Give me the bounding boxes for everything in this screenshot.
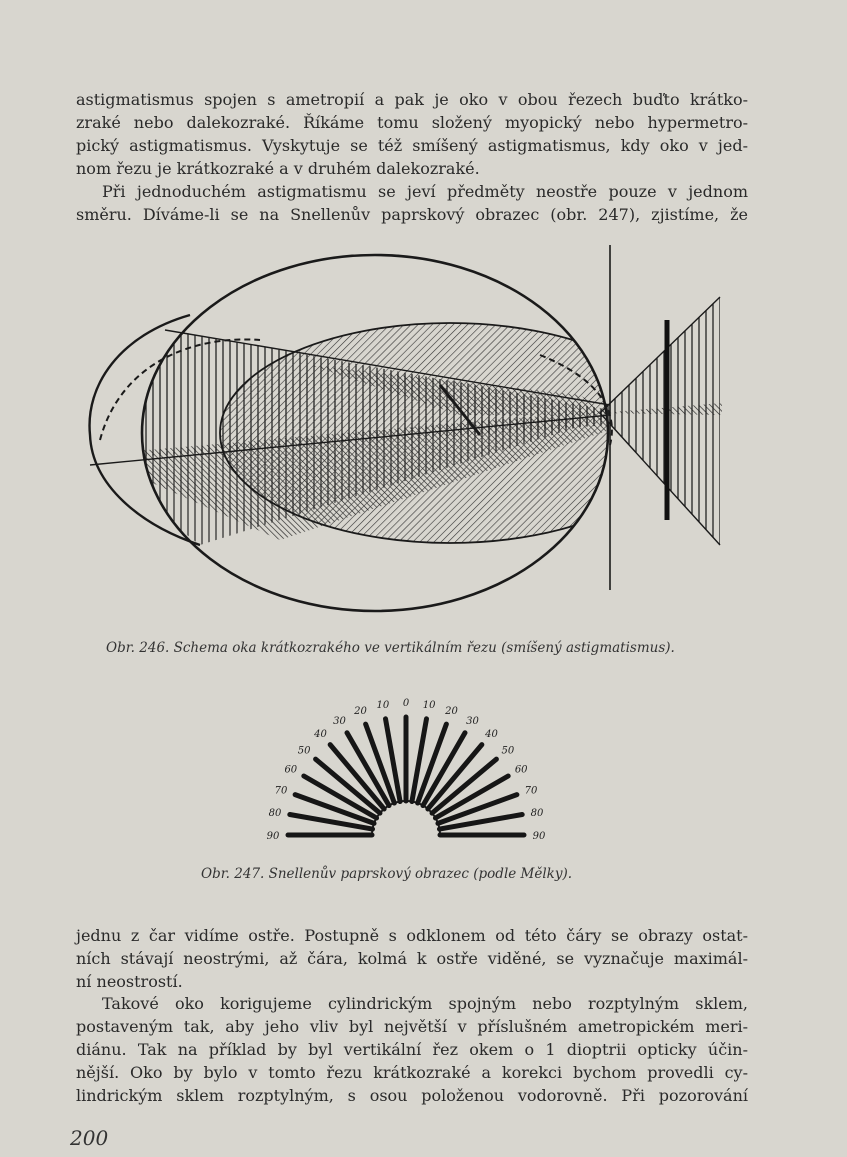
figure-247-snellen-chart: [243, 683, 573, 848]
text-line: směru. Díváme-li se na Snellenův paprskový obrazec (obr. 247), zjistíme, že: [76, 205, 748, 224]
paragraph-4: [76, 992, 748, 1107]
text-line: ních stávají neostrými, až čára, kolmá k ostře viděné, se vyznačuje maximál-: [76, 949, 748, 968]
figure-247-caption: Obr. 247. Snellenův paprskový obrazec (podle Mělky).: [201, 866, 573, 882]
snellen-ray-label: 50: [297, 745, 311, 757]
text-line: jednu z čar vidíme ostře. Postupně s odklonem od této čáry se obrazy ostat-: [76, 926, 748, 945]
snellen-ray-label: 20: [354, 706, 367, 718]
snellen-ray-label: 90: [266, 831, 280, 842]
snellen-ray-label: 30: [333, 715, 346, 727]
snellen-ray-label: 90: [532, 831, 546, 842]
snellen-ray-label: 40: [314, 729, 327, 741]
text-line: postaveným tak, aby jeho vliv byl největší v příslušném ametropickém meri-: [76, 1017, 748, 1036]
paragraph-3: [76, 924, 748, 993]
snellen-ray-label: 60: [514, 764, 528, 776]
text-line: Takové oko korigujeme cylindrickým spojným nebo rozptylným sklem,: [102, 994, 748, 1013]
snellen-ray-label: 10: [422, 700, 436, 712]
snellen-ray-label: 20: [445, 706, 458, 718]
text-line: nější. Oko by bylo v tomto řezu krátkozraké a korekci bychom provedli cy-: [76, 1063, 748, 1082]
snellen-ray-label: 10: [376, 700, 390, 712]
text-line: diánu. Tak na příklad by byl vertikální řez okem o 1 dioptrii opticky účin-: [76, 1040, 748, 1059]
snellen-ray-label: 60: [284, 764, 298, 776]
paragraph-1: [76, 88, 748, 180]
text-line: astigmatismus spojen s ametropií a pak je oko v obou řezech buďto krátko-: [76, 90, 748, 109]
paragraph-2: [76, 180, 748, 226]
exit-ray-fan: [600, 297, 720, 545]
snellen-ray-label: 80: [530, 807, 544, 819]
text-line: zraké nebo dalekozraké. Říkáme tomu složený myopický nebo hypermetro-: [76, 113, 748, 132]
snellen-ray-label: 0: [402, 698, 410, 709]
text-line: Při jednoduchém astigmatismu se jeví předměty neostře pouze v jednom: [102, 182, 748, 201]
figure-246-eye-diagram: [80, 245, 740, 625]
snellen-ray-label: 30: [466, 715, 479, 727]
text-line: lindrickým sklem rozptylným, s osou položenou vodorovně. Při pozorování: [76, 1086, 748, 1105]
page-number: 200: [70, 1126, 109, 1150]
figure-246-caption: Obr. 246. Schema oka krátkozrakého ve vertikálním řezu (smíšený astigmatismus).: [106, 640, 675, 656]
snellen-ray-label: 40: [485, 729, 498, 741]
text-line: ní neostrostí.: [76, 972, 183, 991]
snellen-ray-label: 70: [524, 785, 538, 797]
text-line: nom řezu je krátkozraké a v druhém dalekozraké.: [76, 159, 480, 178]
snellen-ray-label: 70: [274, 785, 288, 797]
text-line: pický astigmatismus. Vyskytuje se též smíšený astigmatismus, kdy oko v jed-: [76, 136, 748, 155]
snellen-ray-label: 50: [501, 745, 515, 757]
snellen-ray-label: 80: [268, 807, 282, 819]
